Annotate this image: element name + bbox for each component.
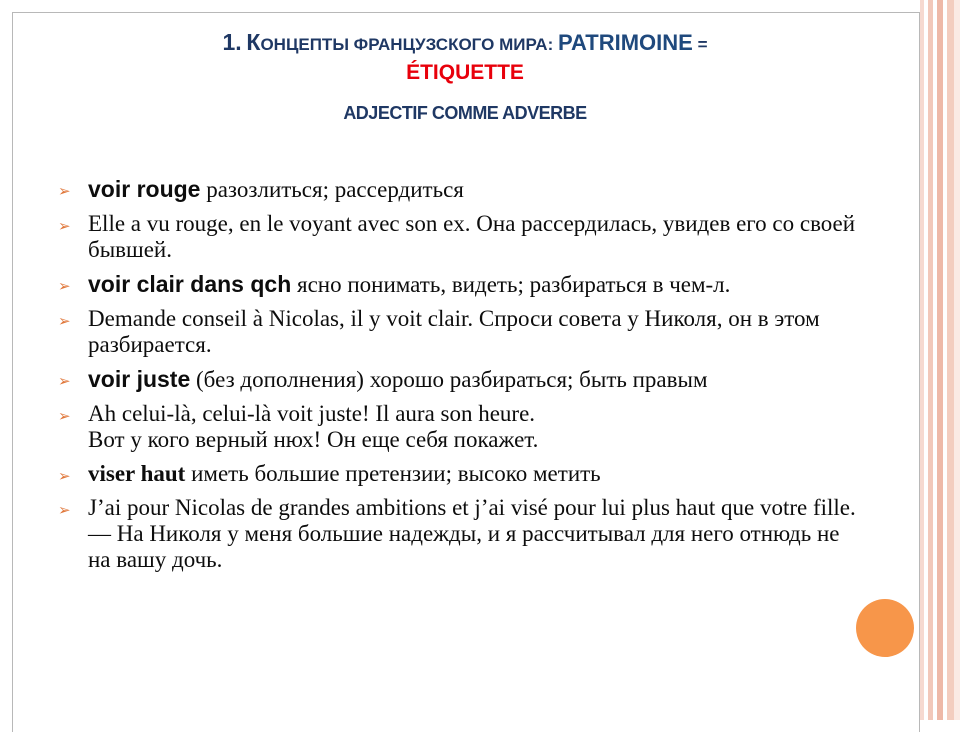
- item-term: viser haut: [88, 461, 186, 486]
- item-text: иметь большие претензии; высоко метить: [185, 461, 601, 486]
- item-text: ясно понимать, видеть; разбираться в чем-л.: [291, 272, 731, 297]
- item-text-translation: Вот у кого верный нюх! Он еще себя покажет.: [88, 427, 539, 452]
- title-subtitle: ADJECTIF COMME ADVERBE: [343, 103, 587, 123]
- item-term: voir clair dans qch: [88, 271, 292, 297]
- decorative-stripes: [920, 0, 960, 720]
- bullet-arrow-icon: ➢: [58, 501, 71, 519]
- list-item: [58, 176, 858, 203]
- bullet-arrow-icon: ➢: [58, 312, 71, 330]
- bullet-arrow-icon: ➢: [58, 182, 71, 200]
- title-equals: =: [697, 35, 708, 54]
- decorative-circle: [856, 599, 914, 657]
- bullet-arrow-icon: ➢: [58, 217, 71, 235]
- title-line-1: [60, 28, 870, 59]
- bullet-arrow-icon: ➢: [58, 407, 71, 425]
- item-text: Demande conseil à Nicolas, il y voit clair. Спроси совета у Николя, он в этом разбирается.: [88, 306, 820, 357]
- title-etiquette: ÉTIQUETTE: [406, 61, 524, 84]
- item-term: voir juste: [88, 366, 191, 392]
- item-text: (без дополнения) хорошо разбираться; быть правым: [190, 367, 708, 392]
- item-text: разозлиться; рассердиться: [200, 177, 464, 202]
- phrase-list: [58, 176, 858, 581]
- list-item: [58, 401, 858, 453]
- item-text: Elle a vu rouge, en le voyant avec son ex. Она рассердилась, увидев его со своей бывшей.: [88, 211, 856, 262]
- list-item: [58, 271, 858, 298]
- title-patrimoine: PATRIMOINE: [557, 30, 693, 55]
- title-number: 1.: [222, 29, 242, 55]
- list-item: [58, 366, 858, 393]
- bullet-arrow-icon: ➢: [58, 372, 71, 390]
- bullet-arrow-icon: ➢: [58, 467, 71, 485]
- list-item: [58, 495, 858, 573]
- bullet-arrow-icon: ➢: [58, 277, 71, 295]
- list-item: [58, 461, 858, 487]
- item-text: Ah celui-là, celui-là voit juste! Il aura son heure.: [88, 401, 536, 426]
- list-item: [58, 306, 858, 358]
- title-initial: К: [246, 29, 261, 55]
- slide-title: [60, 28, 870, 127]
- list-item: [58, 211, 858, 263]
- item-term: voir rouge: [88, 176, 201, 202]
- item-text: J’ai pour Nicolas de grandes ambitions et j’ai visé pour lui plus haut que votre fille. — На Николя у меня большие надежды, и я рассчитывал для него отнюдь не на вашу дочь.: [88, 495, 856, 572]
- title-rest: ОНЦЕПТЫ ФРАНЦУЗСКОГО: [260, 35, 495, 54]
- title-mira: МИРА:: [499, 35, 554, 54]
